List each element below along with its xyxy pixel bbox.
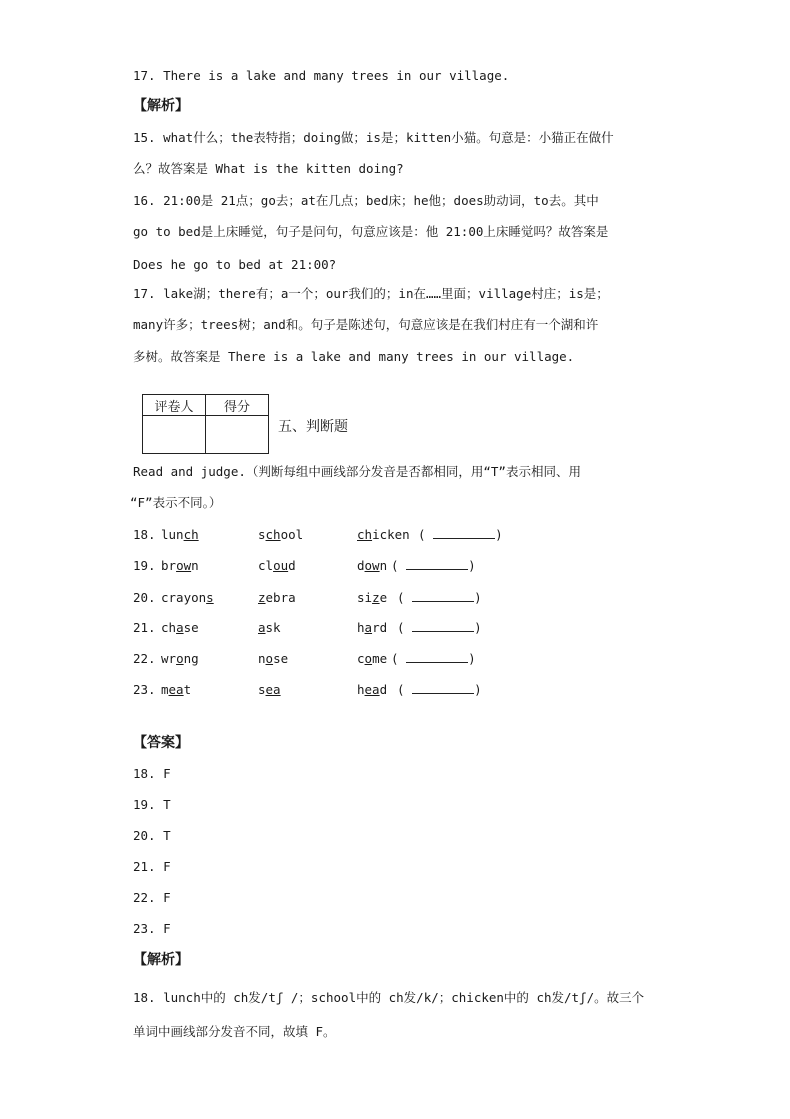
- underlined-sound: s: [206, 590, 214, 605]
- answer-blank[interactable]: [397, 681, 482, 699]
- section-title: 五、判断题: [278, 419, 348, 435]
- paren-close: ): [495, 527, 503, 542]
- underlined-sound: a: [364, 620, 373, 635]
- word-1: wrong: [161, 651, 199, 666]
- blank-line[interactable]: [406, 557, 468, 570]
- analysis-line: 15. what什么；the表特指；doing做；is是；kitten小猫。句意是：小猫正在做什: [133, 130, 614, 145]
- word-2: school: [258, 527, 304, 542]
- word-1: brown: [161, 558, 199, 573]
- underlined-sound: o: [265, 651, 274, 666]
- answer-blank[interactable]: [391, 557, 476, 575]
- analysis-heading: 【解析】: [133, 98, 189, 114]
- underlined-sound: ow: [364, 558, 380, 573]
- word-3: down: [357, 558, 388, 573]
- answer-item: 19. T: [133, 797, 171, 812]
- score-table-grader-header: 评卷人: [143, 395, 206, 416]
- underlined-sound: z: [258, 590, 266, 605]
- answer-blank[interactable]: [397, 589, 482, 607]
- paren-close: ): [474, 620, 482, 635]
- analysis-line: many许多；trees树；and和。句子是陈述句，句意应该是在我们村庄有一个湖和许: [133, 317, 599, 332]
- underlined-sound: o: [364, 651, 373, 666]
- underlined-sound: ea: [265, 682, 281, 697]
- word-1: meat: [161, 682, 192, 697]
- paren-open: (: [397, 682, 405, 697]
- word-2: sea: [258, 682, 281, 697]
- answer-blank[interactable]: [418, 526, 503, 544]
- underlined-sound: o: [176, 651, 184, 666]
- paren-close: ): [474, 682, 482, 697]
- question-number: 23.: [133, 682, 156, 697]
- underlined-sound: a: [258, 620, 266, 635]
- paren-close: ): [468, 651, 476, 666]
- analysis-line: go to bed是上床睡觉，句子是问句，句意应该是：他 21:00上床睡觉吗？故答案是: [133, 224, 609, 239]
- analysis-line: 多树。故答案是 There is a lake and many trees in our village.: [133, 349, 575, 364]
- answer-item: 23. F: [133, 921, 171, 936]
- question-number: 20.: [133, 590, 156, 605]
- underlined-sound: ou: [273, 558, 289, 573]
- instruction-line: “F”表示不同。）: [130, 495, 222, 510]
- word-1: crayons: [161, 590, 214, 605]
- score-table-grader-cell: [143, 416, 206, 454]
- question-number: 21.: [133, 620, 156, 635]
- analysis-line: 17. lake湖；there有；a一个；our我们的；in在……里面；village村庄；is是；: [133, 286, 609, 301]
- answer-blank[interactable]: [397, 619, 482, 637]
- paren-open: (: [391, 651, 399, 666]
- analysis-heading: 【解析】: [133, 952, 189, 968]
- blank-line[interactable]: [406, 650, 468, 663]
- paren-open: (: [391, 558, 399, 573]
- answer-heading: 【答案】: [133, 735, 189, 751]
- analysis-line: 16. 21:00是 21点；go去；at在几点；bed床；he他；does助动词，to去。其中: [133, 193, 599, 208]
- paren-open: (: [397, 590, 405, 605]
- underlined-sound: a: [176, 620, 184, 635]
- question-number: 19.: [133, 558, 156, 573]
- analysis-line: 么？故答案是 What is the kitten doing?: [133, 161, 404, 176]
- question-number: 22.: [133, 651, 156, 666]
- blank-line[interactable]: [412, 619, 474, 632]
- underlined-sound: ch: [357, 527, 373, 542]
- underlined-sound: ch: [183, 527, 199, 542]
- word-2: ask: [258, 620, 281, 635]
- word-3: come: [357, 651, 388, 666]
- paren-close: ): [474, 590, 482, 605]
- blank-line[interactable]: [412, 589, 474, 602]
- paren-open: (: [397, 620, 405, 635]
- underlined-sound: z: [372, 590, 380, 605]
- paren-close: ): [468, 558, 476, 573]
- underlined-sound: ea: [168, 682, 184, 697]
- instruction-line: Read and judge.（判断每组中画线部分发音是否都相同，用“T”表示相同、用: [133, 464, 581, 479]
- answer-item: 20. T: [133, 828, 171, 843]
- answer-item: 21. F: [133, 859, 171, 874]
- underlined-sound: ow: [176, 558, 192, 573]
- score-table: [142, 394, 269, 454]
- word-2: cloud: [258, 558, 296, 573]
- word-1: lunch: [161, 527, 199, 542]
- analysis-line: 18. lunch中的 ch发/tʃ /；school中的 ch发/k/；chicken中的 ch发/tʃ/。故三个: [133, 990, 645, 1005]
- answer-item: 18. F: [133, 766, 171, 781]
- word-3: head: [357, 682, 388, 697]
- score-table-score-header: 得分: [206, 395, 269, 416]
- analysis-line: 单词中画线部分发音不同，故填 F。: [133, 1024, 336, 1039]
- score-table-score-cell: [206, 416, 269, 454]
- word-3: hard: [357, 620, 388, 635]
- word-3: chicken: [357, 527, 410, 542]
- word-2: nose: [258, 651, 289, 666]
- word-1: chase: [161, 620, 199, 635]
- underlined-sound: ch: [265, 527, 281, 542]
- word-3: size: [357, 590, 388, 605]
- answer-blank[interactable]: [391, 650, 476, 668]
- answer-item: 22. F: [133, 890, 171, 905]
- question-number: 18.: [133, 527, 156, 542]
- blank-line[interactable]: [433, 526, 495, 539]
- underlined-sound: ea: [364, 682, 380, 697]
- word-2: zebra: [258, 590, 296, 605]
- analysis-line: Does he go to bed at 21:00?: [133, 257, 337, 272]
- paren-open: (: [418, 527, 426, 542]
- blank-line[interactable]: [412, 681, 474, 694]
- prev-answer-17: 17. There is a lake and many trees in our village.: [133, 68, 510, 83]
